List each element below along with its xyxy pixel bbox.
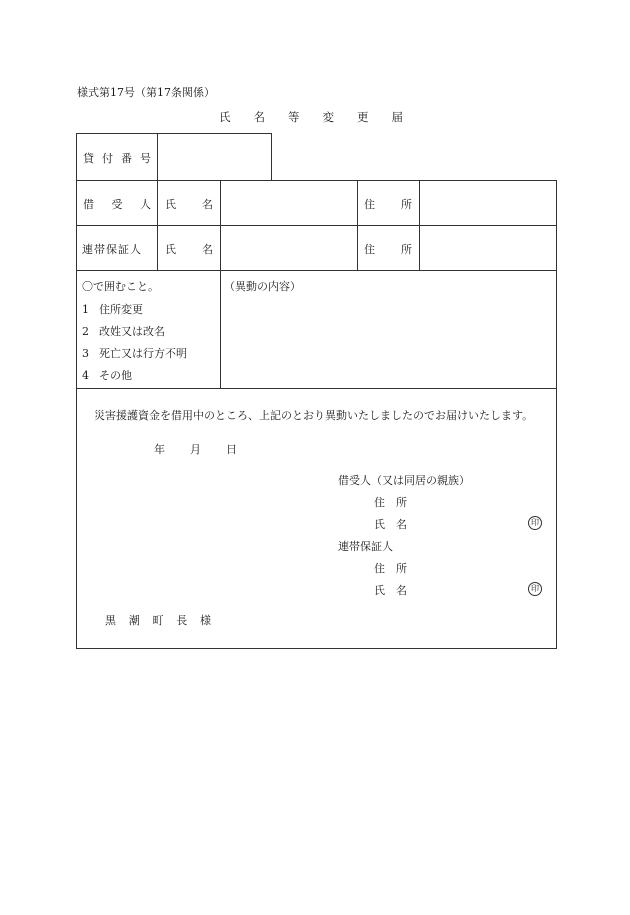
date-year: 年 <box>154 443 165 456</box>
options-instruction: 〇で囲むこと。 <box>82 280 159 293</box>
option-1[interactable]: 1 住所変更 <box>82 303 143 316</box>
borrower-label: 借 受 人 <box>83 198 151 211</box>
guarantor-label: 連帯保証人 <box>82 243 142 256</box>
borrower-seal-icon: 印 <box>528 516 542 530</box>
guarantor-address-field[interactable] <box>420 226 556 269</box>
guarantor-seal-icon: 印 <box>528 582 542 596</box>
option-3[interactable]: 3 死亡又は行方不明 <box>82 347 187 360</box>
option-4[interactable]: 4 その他 <box>82 369 132 382</box>
borrower-heading: 借受人（又は同居の親族） <box>338 474 470 487</box>
form-reference: 様式第17号（第17条関係） <box>77 86 215 99</box>
loan-number-label: 貸 付 番 号 <box>83 152 151 165</box>
guarantor-sign-name-label: 氏 名 <box>374 584 407 597</box>
change-details-field[interactable] <box>221 294 556 388</box>
change-details-label: （異動の内容） <box>224 280 301 293</box>
borrower-address-label: 住 所 <box>364 198 412 211</box>
borrower-sign-name-label: 氏 名 <box>374 518 407 531</box>
notice-box <box>76 388 557 649</box>
loan-number-field[interactable] <box>158 134 271 180</box>
date-day: 日 <box>226 443 237 456</box>
date-month: 月 <box>190 443 201 456</box>
guarantor-sign-address-label: 住 所 <box>374 562 407 575</box>
guarantor-heading: 連帯保証人 <box>338 540 393 553</box>
borrower-address-field[interactable] <box>420 181 556 224</box>
guarantor-address-label: 住 所 <box>364 243 412 256</box>
option-2[interactable]: 2 改姓又は改名 <box>82 325 165 338</box>
guarantor-name-label: 氏 名 <box>165 243 213 256</box>
form-title: 氏 名 等 変 更 届 <box>219 110 404 124</box>
notice-text: 災害援護資金を借用中のところ、上記のとおり異動いたしましたのでお届けいたします。 <box>94 409 534 422</box>
addressee: 黒 潮 町 長 様 <box>105 614 211 627</box>
borrower-name-field[interactable] <box>221 181 356 224</box>
borrower-name-label: 氏 名 <box>165 198 213 211</box>
borrower-sign-address-label: 住 所 <box>374 496 407 509</box>
guarantor-name-field[interactable] <box>221 226 356 269</box>
